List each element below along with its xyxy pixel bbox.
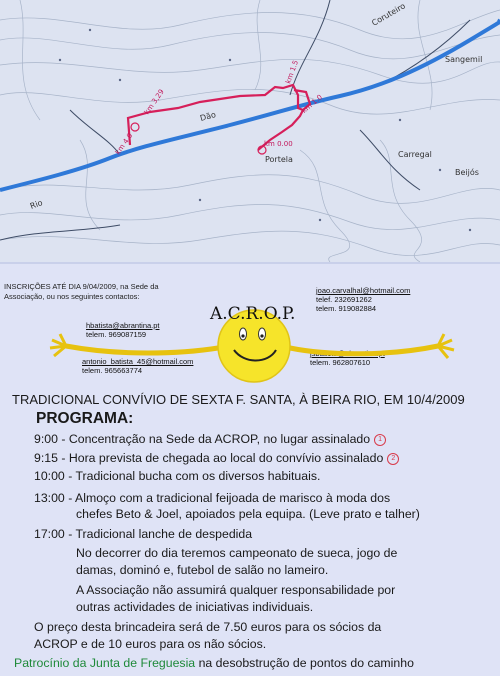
map-label-rio: Rio (28, 198, 44, 211)
registration-info: INSCRIÇÕES ATÉ DIA 9/04/2009, na Sede da Associação, ou nos seguintes contactos: (4, 282, 159, 301)
schedule-item: O preço desta brincadeira será de 7.50 euros para os sócios da (34, 620, 382, 634)
contact-phone-2: telem. 919082884 (316, 304, 377, 313)
map-label-coruteiro: Coruteiro (370, 1, 407, 28)
contact-email[interactable]: antonio_batista_45@hotmail.com (82, 357, 194, 366)
schedule-item: chefes Beto & Joel, apoiados pela equipa. (Leve prato e talher) (76, 507, 420, 521)
map-label-portela: Portela (265, 155, 293, 164)
route-marker-1 (131, 123, 139, 131)
schedule-text: 9:00 - Concentração na Sede da ACROP, no lugar assinalado (34, 432, 371, 446)
contact-email[interactable]: joao.carvalhal@hotmail.com (316, 286, 411, 295)
contact-email[interactable]: jsbatista@abrantina.pt (310, 349, 385, 358)
map-label-dao: Dão (199, 110, 217, 123)
contact-phone: telem. 969087159 (86, 330, 147, 339)
schedule-item: ACROP e de 10 euros para os não sócios. (34, 637, 267, 651)
schedule-item: 13:00 - Almoço com a tradicional feijoada de marisco à moda dos (34, 491, 391, 505)
schedule-item: No decorrer do dia teremos campeonato de sueca, jogo de (76, 546, 398, 560)
schedule-item: damas, dominó e, futebol de salão no lameiro. (76, 563, 329, 577)
route-map (0, 0, 500, 262)
schedule-item: outras actividades de iniciativas individuais. (76, 600, 314, 614)
route-label-km329: km 3,29 (142, 87, 166, 117)
river-line (0, 20, 500, 190)
schedule-item: A Associação não assumirá qualquer responsabilidade por (76, 583, 396, 597)
acrop-title: A.C.R.O.P. (210, 304, 296, 324)
map-graphic (0, 0, 500, 262)
route-label-km40: km 4.0 (113, 131, 135, 157)
schedule-item (34, 432, 386, 446)
contact-phone: telem. 965663774 (82, 366, 143, 375)
sponsor-text: Patrocínio da Junta de Freguesia (14, 656, 196, 670)
map-label-beijos: Beijós (455, 168, 479, 177)
map-label-carregal: Carregal (398, 150, 432, 159)
contact-phone: telef. 232691262 (316, 295, 372, 304)
route-label-km15: km 1.5 (284, 59, 301, 85)
route-label-km000: km 0.00 (264, 140, 293, 148)
schedule-text: 9:15 - Hora prevista de chegada ao local do convívio assinalado (34, 451, 384, 465)
schedule-item: 17:00 - Tradicional lanche de despedida (34, 527, 253, 541)
map-label-sangemil: Sangemil (445, 55, 483, 64)
schedule-item: 10:00 - Tradicional bucha com os diversos habituais. (34, 469, 321, 483)
event-headline: TRADICIONAL CONVÍVIO DE SEXTA F. SANTA, À BEIRA RIO, EM 10/4/2009 (12, 392, 465, 407)
location-marker-1: 1 (374, 434, 386, 446)
location-marker-2: 2 (387, 453, 399, 465)
route-label-km10: km 1.0 (300, 93, 324, 115)
contact-email[interactable]: hbatista@abrantina.pt (86, 321, 160, 330)
sponsor-line (14, 656, 414, 670)
event-flyer (0, 264, 500, 676)
acrop-logo (0, 264, 500, 394)
schedule-item (34, 451, 399, 465)
programa-heading: PROGRAMA: (36, 410, 134, 427)
contact-phone: telem. 962807610 (310, 358, 371, 367)
sponsor-rest: na desobstrução de pontos do caminho (198, 656, 414, 670)
